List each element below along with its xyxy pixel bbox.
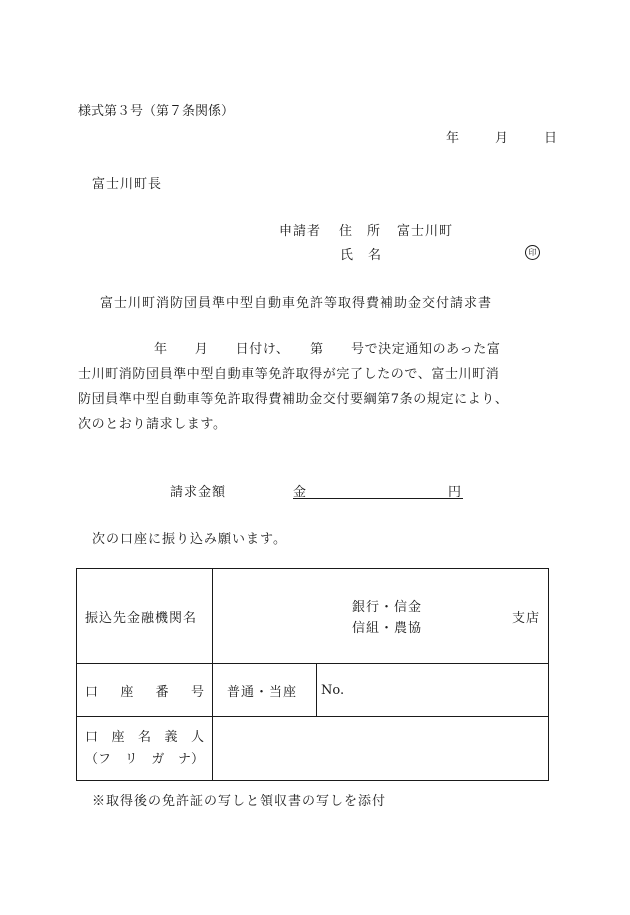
applicant-label: 申請者 — [279, 224, 322, 239]
institution-field — [213, 569, 549, 664]
holder-kana-line: （フ リ ガ ナ） — [85, 751, 204, 767]
account-holder-field — [213, 717, 549, 781]
account-holder-row — [77, 717, 549, 781]
account-intro: 次の口座に振り込み願います。 — [92, 532, 287, 547]
applicant-name-row — [340, 244, 382, 263]
bank-types-line2: 信組・農協 — [352, 621, 423, 636]
bank-account-table — [76, 568, 549, 781]
applicant-address-row — [279, 220, 453, 239]
attachment-note: ※取得後の免許証の写しと領収書の写しを添付 — [92, 794, 387, 809]
addressee: 富士川町長 — [92, 177, 163, 192]
bank-types-line1: 銀行・信金 — [352, 600, 423, 615]
account-number-label: 口 座 番 号 — [77, 664, 213, 717]
account-type: 普通・当座 — [213, 664, 317, 717]
amount-field — [293, 481, 463, 499]
institution-row — [77, 569, 549, 664]
address-label: 住 所 — [339, 224, 382, 239]
amount-unit: 円 — [447, 485, 461, 500]
amount-label: 請求金額 — [170, 485, 227, 500]
address-value: 富士川町 — [397, 224, 454, 239]
body-line-3: 防団員準中型自動車等免許取得費補助金交付要綱第7条の規定により、 — [78, 392, 509, 407]
name-label: 氏 名 — [340, 248, 383, 263]
holder-label-line: 口 座 名 義 人 — [85, 729, 204, 745]
account-number-field: No. — [317, 664, 549, 717]
account-holder-label — [77, 717, 213, 781]
body-line-4: 次のとおり請求します。 — [78, 417, 227, 432]
institution-label: 振込先金融機関名 — [77, 569, 213, 664]
body-line-2: 士川町消防団員準中型自動車等免許取得が完了したので、富士川町消 — [78, 367, 500, 382]
body-line-1: 年 月 日付け、 第 号で決定通知のあった富 — [154, 342, 501, 357]
date-line — [446, 127, 557, 146]
amount-prefix: 金 — [293, 485, 307, 500]
request-body — [78, 337, 554, 437]
date-day: 日 — [544, 131, 558, 146]
seal-mark: 印 — [525, 245, 540, 260]
account-number-row — [77, 664, 549, 717]
date-year: 年 — [446, 131, 460, 146]
form-number: 様式第３号（第７条関係） — [78, 104, 235, 119]
date-month: 月 — [495, 131, 509, 146]
document-title: 富士川町消防団員準中型自動車免許等取得費補助金交付請求書 — [100, 296, 493, 311]
branch-label: 支店 — [512, 611, 541, 626]
